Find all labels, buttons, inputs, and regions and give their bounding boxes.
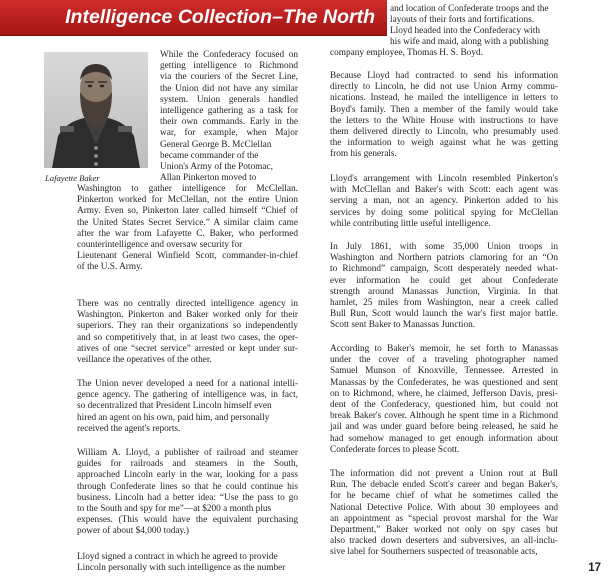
text-line: Bull Run, Scott would launch the war's first major battle. [330, 309, 558, 320]
lafayette-baker-portrait [44, 52, 148, 168]
text-line: them delivered directly to Lincoln, who presumably used [330, 126, 558, 137]
text-line: an appointment as “special provost marshal for the War [330, 513, 558, 524]
text-line: services by doing some political spying for McClellan [330, 207, 558, 218]
right-paragraph-3 [330, 174, 558, 230]
text-line: Scott sent Baker to Manassas Junction. [330, 320, 476, 331]
text-line: counterintelligence and oversaw security for [77, 239, 243, 250]
text-line: for he became chief of what he sometimes called the [330, 491, 558, 502]
text-line: from his generals. [330, 149, 397, 160]
text-line: Lloyd signed a contract in which he agreed to provide [77, 552, 278, 562]
text-line: the information to weigh against what he was getting [330, 138, 558, 149]
text-line: war, for example, when Major [160, 128, 298, 139]
text-line: Army. Even so, Pinkerton later called himself “Chief of [77, 206, 298, 217]
text-line: while contributing little useful intelligence. [330, 218, 491, 229]
chapter-title: Intelligence Collection–The North [65, 6, 375, 28]
text-line: and so competitively that, in at least two cases, the oper- [77, 332, 298, 343]
text-line: National Detective Police. With about 30 employees and [330, 502, 558, 513]
text-line: Department,” Baker worked not only on spy cases but [330, 524, 558, 535]
text-line: In July 1861, with some 35,000 Union troops in [330, 242, 558, 252]
text-line: dent of the Confederacy, questioned him, but could not [330, 399, 558, 410]
text-line: guides for railroads and steamers in the South, [77, 459, 298, 470]
text-line: on to Richmond, where, he claimed, Jefferson Davis, presi- [330, 388, 558, 399]
text-line: the United States Secret Service.” A similar claim came [77, 217, 298, 228]
text-line: directly to Lincoln, he did not use Union Army commu- [330, 82, 558, 93]
right-paragraph-5 [330, 344, 558, 456]
right-paragraph-6 [330, 469, 558, 559]
text-line: to Richmond” campaign, Scott desperately needed what- [330, 264, 558, 275]
text-line: company employee, Thomas H. S. Boyd. [330, 48, 483, 59]
text-line: superiors. They ran their organizations so independently [77, 321, 298, 332]
portrait-caption: Lafayette Baker [45, 173, 100, 183]
left-paragraph-2 [77, 299, 298, 366]
text-line: hired an agent on his own, paid him, and personally [77, 412, 270, 423]
text-line: The Union never developed a need for a national intelli- [77, 379, 298, 389]
text-line: Washington and Northern patriots clamoring for an “On [330, 253, 558, 264]
text-line: strength around Manassas Junction, Virginia. In that [330, 286, 558, 297]
text-line: to the South and spy for me”—at $200 a month plus [77, 503, 272, 514]
text-line: of the U.S. Army. [77, 262, 143, 273]
text-line: after the war from Lafayette C. Baker, who performed [77, 228, 298, 239]
text-line: veillance the operatives of the other. [77, 354, 212, 365]
text-line: While the Confederacy focused on [160, 50, 298, 60]
text-line: General George B. McClellan [160, 139, 272, 150]
text-line: also tracked down deserters and subversives, an all-inclu- [330, 536, 558, 547]
text-line: and location of Confederate troops and the [390, 4, 549, 14]
text-line: Boyd's family. Then a member of the family would take [330, 104, 558, 115]
text-line: Lieutenant General Winfield Scott, commander-in-chief [77, 251, 298, 262]
text-line: the letters to the White House with instructions to have [330, 115, 558, 126]
text-line: Allan Pinkerton moved to [160, 173, 257, 184]
text-line: received the agent's reports. [77, 423, 181, 434]
text-line: getting intelligence to Richmond [160, 61, 298, 72]
text-line: under the cover of a traveling photographer named [330, 355, 558, 366]
text-line: expenses. (This would have the equivalent purchasing [77, 515, 298, 526]
text-line: Pinkerton worked for McClellan, not the entire Union [77, 195, 298, 206]
text-line: his wife and maid, along with a publishing [390, 37, 549, 47]
text-line: Lincoln personally with such intelligence as the number [77, 563, 286, 574]
left-paragraph-5 [77, 552, 298, 574]
text-line: Samuel Munson of Knoxville, Tennessee. Arrested in [330, 366, 558, 377]
chapter-header-banner [0, 0, 387, 36]
text-line: sive label for Southerners suspected of treasonable acts, [330, 547, 538, 558]
left-paragraph-1b [77, 184, 298, 274]
text-line: The information did not prevent a Union rout at Bull [330, 469, 558, 479]
text-line: Washington. Pinkerton and Baker worked only for their [77, 310, 298, 321]
text-line: through Confederate lines so that he could continue his [77, 481, 298, 492]
text-line: had somehow managed to get enough information about [330, 433, 558, 444]
text-line: Lloyd's arrangement with Lincoln resembled Pinkerton's [330, 174, 558, 184]
text-line: via the couriers of the Secret Line, [160, 72, 298, 83]
text-line: nications. Instead, he mailed the intelligence in letters to [330, 93, 558, 104]
text-line: system. Union generals handled [160, 94, 298, 105]
left-paragraph-3 [77, 379, 298, 435]
text-line: became commander of the [160, 150, 259, 161]
text-line: their own commands. Early in the [160, 117, 298, 128]
text-line: Manassas by the Confederates, he was questioned and sent [330, 377, 558, 388]
text-line: intelligence gathering as a task for [160, 105, 298, 116]
text-line: ever information he could get about Confederate [330, 275, 558, 286]
text-line: serving a man, not an agency. Pinkerton added to his [330, 196, 558, 207]
text-line: Lloyd headed into the Confederacy with [390, 26, 540, 37]
text-line: break Baker's cover. Although he spent time in a Richmond [330, 411, 558, 422]
text-line: According to Baker's memoir, he set forth to Manassas [330, 344, 558, 354]
text-line: layouts of their forts and fortifications. [390, 15, 535, 26]
right-paragraph-1b [330, 37, 558, 59]
text-line: with McClellan and Baker's with Scott: each agent was [330, 185, 558, 196]
text-line: power of about $4,000 today.) [77, 526, 189, 537]
text-line: gence agency. The gathering of intelligence was, in fact, [77, 390, 298, 401]
text-line: William A. Lloyd, a publisher of railroad and steamer [77, 448, 298, 458]
text-line: Run. The debacle ended Scott's career and began Baker's, [330, 480, 558, 491]
text-line: jail and was under guard before being released, he said he [330, 422, 558, 433]
text-line: so decentralized that President Lincoln himself even [77, 401, 272, 412]
text-line: business. Lincoln had a better idea: “Use the pass to go [77, 492, 298, 503]
text-line: the Union did not have any similar [160, 83, 298, 94]
right-paragraph-2 [330, 71, 558, 161]
text-line: There was no centrally directed intelligence agency in [77, 299, 298, 309]
text-line: hamlet, 25 miles from Washington, near a creek called [330, 297, 558, 308]
text-line: approached Lincoln early in the war, looking for a pass [77, 470, 298, 481]
right-paragraph-4 [330, 242, 558, 332]
left-paragraph-1a [160, 50, 298, 184]
right-paragraph-1a [390, 4, 558, 38]
text-line: atives of one “secret service” arrested or kept under sur- [77, 343, 298, 354]
text-line: Washington to gather intelligence for McClellan. [77, 184, 298, 194]
left-paragraph-4 [77, 448, 298, 538]
text-line: Union's Army of the Potomac, [160, 161, 273, 172]
text-line: Confederate forces to please Scott. [330, 444, 460, 455]
page-number: 17 [588, 562, 601, 574]
text-line: Because Lloyd had contracted to send his information [330, 71, 558, 81]
